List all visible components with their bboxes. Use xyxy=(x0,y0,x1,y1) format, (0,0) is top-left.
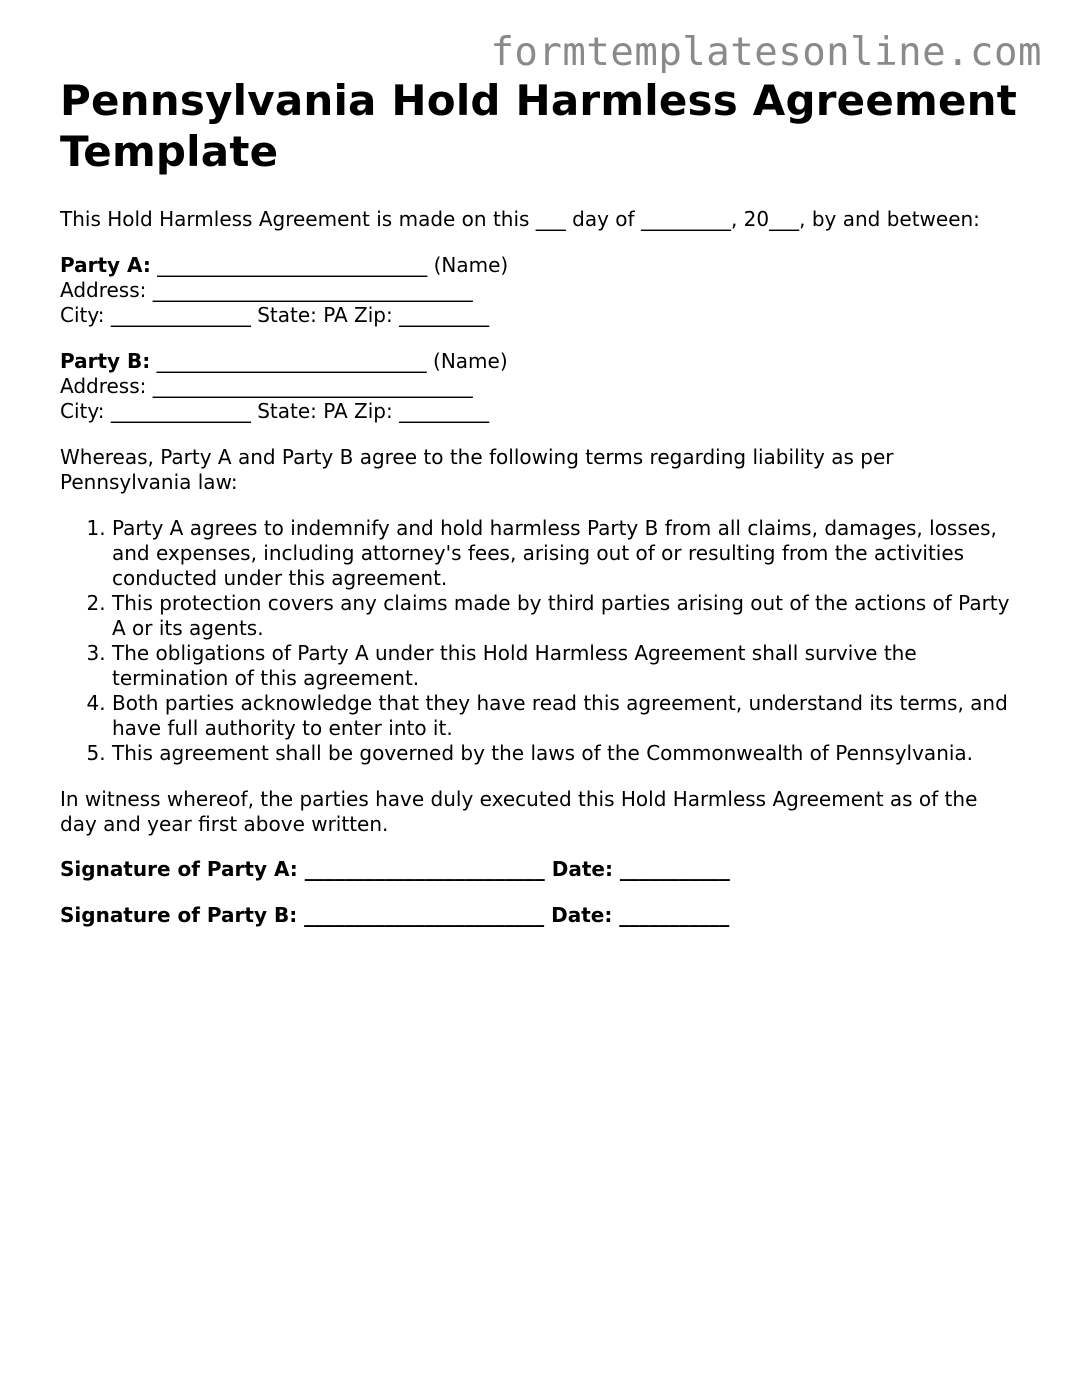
signature-party-b: Signature of Party B: ________________________ Date: ___________ xyxy=(60,903,730,927)
intro-paragraph: This Hold Harmless Agreement is made on this ___ day of _________, 20___, by and between: xyxy=(60,207,980,231)
witness-paragraph: In witness whereof, the parties have duly executed this Hold Harmless Agreement as of the day and year first above written. xyxy=(60,787,978,836)
party-a-name-field: ___________________________ (Name) xyxy=(150,253,509,277)
term-item: 4. Both parties acknowledge that they have read this agreement, understand its terms, and have full authority to enter into it. xyxy=(112,691,1020,741)
party-b-block xyxy=(60,349,1020,424)
party-a-city-line: City: ______________ State: PA Zip: _________ xyxy=(60,303,490,327)
terms-list xyxy=(60,516,1020,766)
party-a-address-line: Address: ________________________________ xyxy=(60,278,473,302)
party-b-city-line: City: ______________ State: PA Zip: _________ xyxy=(60,399,490,423)
term-item: 5. This agreement shall be governed by the laws of the Commonwealth of Pennsylvania. xyxy=(112,741,1020,766)
term-item: 3. The obligations of Party A under this Hold Harmless Agreement shall survive the termination of this agreement. xyxy=(112,641,1020,691)
party-a-block xyxy=(60,253,1020,328)
party-a-label: Party A: xyxy=(60,253,151,277)
term-item: 1. Party A agrees to indemnify and hold harmless Party B from all claims, damages, losses, and expenses, including attorney's fees, arising out of or resulting from the activities conducted under this agreement. xyxy=(112,516,1020,591)
document-body xyxy=(60,207,1020,928)
party-b-name-line xyxy=(60,349,1020,374)
party-b-address-line: Address: ________________________________ xyxy=(60,374,473,398)
party-b-name-field: ___________________________ (Name) xyxy=(150,349,508,373)
page-title: Pennsylvania Hold Harmless Agreement Template xyxy=(60,76,1018,176)
party-a-name-line xyxy=(60,253,1020,278)
watermark: formtemplatesonline.com xyxy=(490,30,1042,75)
term-item: 2. This protection covers any claims made by third parties arising out of the actions of Party A or its agents. xyxy=(112,591,1020,641)
signature-party-a: Signature of Party A: ________________________ Date: ___________ xyxy=(60,857,730,881)
document-page xyxy=(60,75,1020,928)
whereas-paragraph: Whereas, Party A and Party B agree to the following terms regarding liability as per Pennsylvania law: xyxy=(60,445,894,494)
party-b-label: Party B: xyxy=(60,349,151,373)
